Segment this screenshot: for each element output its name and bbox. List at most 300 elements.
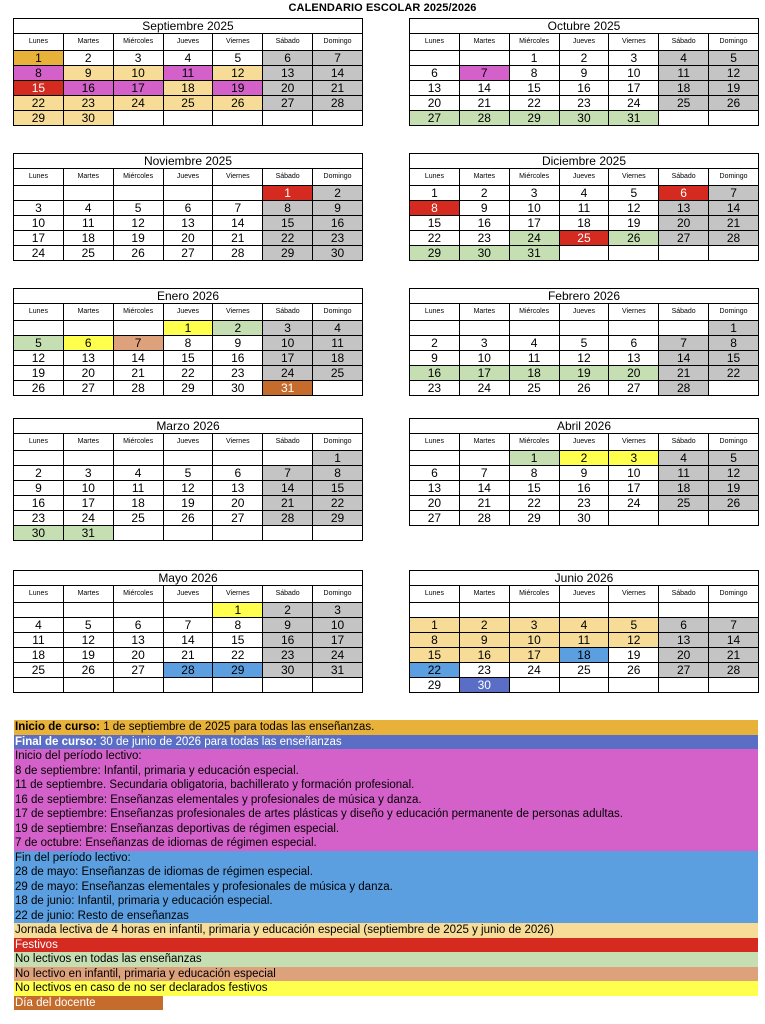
- day-cell: 20: [659, 216, 709, 231]
- day-cell: 5: [709, 51, 759, 66]
- empty-day-cell: [163, 678, 213, 693]
- empty-day-cell: [163, 603, 213, 618]
- weekday-header: Jueves: [163, 169, 213, 186]
- day-cell: 16: [459, 648, 509, 663]
- empty-day-cell: [709, 246, 759, 261]
- day-cell: 1: [509, 451, 559, 466]
- day-cell: 15: [14, 81, 64, 96]
- legend-row-text: Día del docente: [15, 996, 96, 1009]
- day-cell: 3: [609, 51, 659, 66]
- week-row: [14, 663, 363, 678]
- week-row: [14, 648, 363, 663]
- empty-day-cell: [14, 186, 64, 201]
- day-cell: 21: [709, 648, 759, 663]
- day-cell: 26: [559, 381, 609, 396]
- day-cell: 20: [113, 648, 163, 663]
- day-cell: 14: [459, 481, 509, 496]
- legend-row: [14, 880, 758, 895]
- day-cell: 16: [313, 216, 363, 231]
- day-cell: 25: [163, 96, 213, 111]
- day-cell: 7: [709, 618, 759, 633]
- day-cell: 29: [509, 511, 559, 526]
- day-cell: 3: [113, 51, 163, 66]
- weekday-header: Sábado: [659, 304, 709, 321]
- week-row: [14, 111, 363, 126]
- day-cell: 8: [163, 336, 213, 351]
- empty-day-cell: [609, 603, 659, 618]
- day-cell: 24: [263, 366, 313, 381]
- legend-row: [14, 836, 758, 851]
- week-row: [14, 336, 363, 351]
- day-cell: 10: [609, 66, 659, 81]
- month-noviembre: [13, 153, 363, 261]
- empty-day-cell: [263, 111, 313, 126]
- weekday-header: Miércoles: [113, 586, 163, 603]
- day-cell: 8: [313, 466, 363, 481]
- day-cell: 2: [459, 618, 509, 633]
- day-cell: 24: [509, 663, 559, 678]
- day-cell: 23: [459, 231, 509, 246]
- day-cell: 3: [14, 201, 64, 216]
- empty-day-cell: [163, 111, 213, 126]
- day-cell: 4: [163, 51, 213, 66]
- week-row: [410, 466, 759, 481]
- legend-row: [14, 909, 758, 924]
- day-cell: 9: [410, 351, 460, 366]
- day-cell: 10: [113, 66, 163, 81]
- empty-day-cell: [263, 526, 313, 541]
- legend-row-heading: Final de curso:: [15, 735, 97, 748]
- day-cell: 11: [559, 633, 609, 648]
- empty-day-cell: [410, 51, 460, 66]
- day-cell: 20: [609, 366, 659, 381]
- empty-day-cell: [459, 51, 509, 66]
- week-row: [14, 526, 363, 541]
- day-cell: 15: [410, 648, 460, 663]
- empty-day-cell: [659, 511, 709, 526]
- day-cell: 23: [63, 96, 113, 111]
- day-cell: 8: [709, 336, 759, 351]
- day-cell: 30: [459, 678, 509, 693]
- day-cell: 9: [63, 66, 113, 81]
- day-cell: 15: [313, 481, 363, 496]
- legend-row: [14, 822, 758, 837]
- month-name: Marzo 2026: [14, 419, 363, 434]
- day-cell: 27: [263, 96, 313, 111]
- empty-day-cell: [559, 246, 609, 261]
- day-cell: 15: [709, 351, 759, 366]
- day-cell: 10: [459, 351, 509, 366]
- empty-day-cell: [609, 246, 659, 261]
- weekday-header: Sábado: [659, 586, 709, 603]
- empty-day-cell: [63, 603, 113, 618]
- day-cell: 20: [213, 496, 263, 511]
- weekday-header: Domingo: [313, 34, 363, 51]
- week-row: [410, 663, 759, 678]
- day-cell: 6: [213, 466, 263, 481]
- day-cell: 19: [709, 81, 759, 96]
- day-cell: 21: [459, 496, 509, 511]
- weekday-header: Lunes: [410, 34, 460, 51]
- day-cell: 17: [459, 366, 509, 381]
- weekday-header: Jueves: [559, 304, 609, 321]
- day-cell: 26: [14, 381, 64, 396]
- day-cell: 21: [709, 216, 759, 231]
- day-cell: 13: [659, 201, 709, 216]
- week-row: [14, 66, 363, 81]
- day-cell: 16: [559, 81, 609, 96]
- day-cell: 25: [509, 381, 559, 396]
- day-cell: 28: [709, 663, 759, 678]
- day-cell: 12: [709, 66, 759, 81]
- day-cell: 4: [659, 451, 709, 466]
- day-cell: 15: [509, 81, 559, 96]
- week-row: [410, 81, 759, 96]
- empty-day-cell: [14, 603, 64, 618]
- week-row: [14, 366, 363, 381]
- day-cell: 22: [14, 96, 64, 111]
- day-cell: 18: [659, 481, 709, 496]
- legend-row-text: 18 de junio: Infantil, primaria y educación especial.: [15, 895, 273, 907]
- day-cell: 11: [659, 466, 709, 481]
- week-row: [410, 66, 759, 81]
- legend-row: [14, 952, 758, 967]
- empty-day-cell: [163, 186, 213, 201]
- empty-day-cell: [313, 381, 363, 396]
- day-cell: 6: [609, 336, 659, 351]
- day-cell: 23: [313, 231, 363, 246]
- empty-day-cell: [410, 321, 460, 336]
- day-cell: 1: [709, 321, 759, 336]
- empty-day-cell: [213, 678, 263, 693]
- empty-day-cell: [559, 678, 609, 693]
- empty-day-cell: [63, 186, 113, 201]
- month-table: [13, 570, 363, 693]
- legend-row-text: 19 de septiembre: Enseñanzas deportivas de régimen especial.: [15, 822, 340, 835]
- empty-day-cell: [113, 678, 163, 693]
- day-cell: 7: [459, 66, 509, 81]
- day-cell: 6: [113, 618, 163, 633]
- day-cell: 16: [559, 481, 609, 496]
- week-row: [410, 111, 759, 126]
- day-cell: 14: [659, 351, 709, 366]
- day-cell: 27: [213, 511, 263, 526]
- empty-day-cell: [459, 603, 509, 618]
- day-cell: 14: [459, 81, 509, 96]
- day-cell: 19: [14, 366, 64, 381]
- day-cell: 11: [63, 216, 113, 231]
- weekday-header: Viernes: [609, 169, 659, 186]
- day-cell: 15: [263, 216, 313, 231]
- day-cell: 27: [410, 511, 460, 526]
- day-cell: 23: [559, 96, 609, 111]
- legend-row-text: 1 de septiembre de 2025 para todas las enseñanzas.: [100, 721, 375, 733]
- day-cell: 9: [14, 481, 64, 496]
- week-row: [14, 51, 363, 66]
- day-cell: 30: [559, 511, 609, 526]
- day-cell: 13: [263, 66, 313, 81]
- day-cell: 12: [559, 351, 609, 366]
- day-cell: 15: [163, 351, 213, 366]
- week-row: [410, 496, 759, 511]
- month-name: Mayo 2026: [14, 571, 363, 586]
- day-cell: 25: [63, 246, 113, 261]
- weekday-header: Miércoles: [509, 304, 559, 321]
- empty-day-cell: [509, 321, 559, 336]
- day-cell: 20: [263, 81, 313, 96]
- day-cell: 21: [459, 96, 509, 111]
- legend-row-text: Fin del período lectivo:: [15, 851, 131, 864]
- day-cell: 17: [509, 648, 559, 663]
- day-cell: 11: [113, 481, 163, 496]
- day-cell: 3: [63, 466, 113, 481]
- empty-day-cell: [113, 321, 163, 336]
- day-cell: 21: [213, 231, 263, 246]
- day-cell: 24: [609, 96, 659, 111]
- empty-day-cell: [709, 603, 759, 618]
- empty-day-cell: [659, 246, 709, 261]
- day-cell: 22: [313, 496, 363, 511]
- day-cell: 22: [410, 231, 460, 246]
- day-cell: 11: [313, 336, 363, 351]
- legend-row: [14, 807, 758, 822]
- month-junio: [409, 570, 759, 693]
- empty-day-cell: [263, 451, 313, 466]
- day-cell: 29: [410, 678, 460, 693]
- weekday-header: Lunes: [410, 304, 460, 321]
- legend-row-text: No lectivos en todas las enseñanzas: [15, 953, 202, 965]
- empty-day-cell: [659, 603, 709, 618]
- day-cell: 31: [609, 111, 659, 126]
- day-cell: 23: [263, 648, 313, 663]
- day-cell: 8: [410, 633, 460, 648]
- weekday-header: Jueves: [163, 586, 213, 603]
- day-cell: 27: [659, 231, 709, 246]
- day-cell: 21: [263, 496, 313, 511]
- day-cell: 1: [14, 51, 64, 66]
- day-cell: 19: [113, 231, 163, 246]
- weekday-header: Martes: [63, 34, 113, 51]
- empty-day-cell: [14, 321, 64, 336]
- weekday-header: Viernes: [213, 169, 263, 186]
- legend-row-text: Festivos: [15, 938, 58, 951]
- weekday-header: Sábado: [263, 304, 313, 321]
- legend-row: [14, 894, 758, 909]
- day-cell: 14: [113, 351, 163, 366]
- day-cell: 18: [509, 366, 559, 381]
- empty-day-cell: [659, 111, 709, 126]
- day-cell: 2: [213, 321, 263, 336]
- day-cell: 22: [709, 366, 759, 381]
- day-cell: 1: [163, 321, 213, 336]
- day-cell: 4: [63, 201, 113, 216]
- empty-day-cell: [113, 451, 163, 466]
- week-row: [14, 381, 363, 396]
- day-cell: 18: [14, 648, 64, 663]
- day-cell: 8: [410, 201, 460, 216]
- day-cell: 1: [213, 603, 263, 618]
- day-cell: 22: [163, 366, 213, 381]
- day-cell: 30: [213, 381, 263, 396]
- day-cell: 10: [263, 336, 313, 351]
- day-cell: 24: [313, 648, 363, 663]
- month-table: [409, 418, 759, 526]
- month-name: Junio 2026: [410, 571, 759, 586]
- day-cell: 1: [263, 186, 313, 201]
- day-cell: 9: [559, 466, 609, 481]
- day-cell: 11: [509, 351, 559, 366]
- week-row: [14, 618, 363, 633]
- day-cell: 9: [559, 66, 609, 81]
- calendar-title: CALENDARIO ESCOLAR 2025/2026: [288, 2, 477, 14]
- day-cell: 6: [163, 201, 213, 216]
- week-row: [14, 451, 363, 466]
- legend-row: [14, 793, 758, 808]
- day-cell: 26: [213, 96, 263, 111]
- empty-day-cell: [609, 511, 659, 526]
- day-cell: 13: [410, 481, 460, 496]
- day-cell: 1: [410, 186, 460, 201]
- week-row: [14, 351, 363, 366]
- day-cell: 29: [14, 111, 64, 126]
- day-cell: 18: [559, 216, 609, 231]
- month-table: [409, 288, 759, 396]
- weekday-header: Miércoles: [509, 586, 559, 603]
- day-cell: 13: [609, 351, 659, 366]
- day-cell: 8: [509, 466, 559, 481]
- month-name: Noviembre 2025: [14, 154, 363, 169]
- legend-row-text: 22 de junio: Resto de enseñanzas: [15, 909, 189, 922]
- empty-day-cell: [313, 678, 363, 693]
- day-cell: 12: [163, 481, 213, 496]
- day-cell: 24: [609, 496, 659, 511]
- week-row: [410, 678, 759, 693]
- empty-day-cell: [113, 526, 163, 541]
- day-cell: 22: [213, 648, 263, 663]
- day-cell: 16: [459, 216, 509, 231]
- legend-row-text: 17 de septiembre: Enseñanzas profesionales de artes plásticas y diseño y educación permanente de personas adultas.: [15, 808, 623, 820]
- week-row: [14, 466, 363, 481]
- day-cell: 6: [410, 66, 460, 81]
- empty-day-cell: [410, 603, 460, 618]
- week-row: [410, 51, 759, 66]
- day-cell: 11: [559, 201, 609, 216]
- empty-day-cell: [63, 321, 113, 336]
- empty-day-cell: [659, 321, 709, 336]
- day-cell: 4: [559, 186, 609, 201]
- week-row: [410, 603, 759, 618]
- legend-row: [14, 778, 758, 793]
- day-cell: 12: [14, 351, 64, 366]
- week-row: [410, 381, 759, 396]
- day-cell: 26: [113, 246, 163, 261]
- weekday-header: Domingo: [313, 586, 363, 603]
- legend-row-text: 28 de mayo: Enseñanzas de idiomas de régimen especial.: [15, 866, 313, 878]
- empty-day-cell: [313, 526, 363, 541]
- weekday-header: Sábado: [263, 34, 313, 51]
- day-cell: 16: [63, 81, 113, 96]
- week-row: [14, 678, 363, 693]
- day-cell: 25: [559, 231, 609, 246]
- day-cell: 21: [313, 81, 363, 96]
- legend-row-text: 29 de mayo: Enseñanzas elementales y profesionales de música y danza.: [15, 880, 393, 893]
- weekday-header: Lunes: [410, 586, 460, 603]
- day-cell: 14: [709, 633, 759, 648]
- legend-row: [14, 749, 758, 764]
- day-cell: 2: [559, 451, 609, 466]
- weekday-header: Martes: [63, 434, 113, 451]
- day-cell: 2: [313, 186, 363, 201]
- month-diciembre: [409, 153, 759, 261]
- day-cell: 11: [163, 66, 213, 81]
- day-cell: 3: [509, 186, 559, 201]
- month-table: [13, 288, 363, 396]
- empty-day-cell: [163, 451, 213, 466]
- week-row: [14, 496, 363, 511]
- week-row: [410, 633, 759, 648]
- day-cell: 30: [459, 246, 509, 261]
- day-cell: 1: [410, 618, 460, 633]
- empty-day-cell: [213, 186, 263, 201]
- weekday-header: Domingo: [709, 169, 759, 186]
- day-cell: 8: [14, 66, 64, 81]
- weekday-header: Jueves: [559, 434, 609, 451]
- weekday-header: Miércoles: [509, 434, 559, 451]
- weekday-header: Viernes: [213, 586, 263, 603]
- empty-day-cell: [709, 381, 759, 396]
- day-cell: 4: [313, 321, 363, 336]
- day-cell: 30: [63, 111, 113, 126]
- legend-row-text: Inicio del período lectivo:: [15, 750, 142, 762]
- week-row: [14, 81, 363, 96]
- day-cell: 10: [313, 618, 363, 633]
- weekday-header: Lunes: [14, 586, 64, 603]
- week-row: [14, 201, 363, 216]
- day-cell: 17: [313, 633, 363, 648]
- weekday-header: Lunes: [410, 434, 460, 451]
- weekday-header: Jueves: [163, 34, 213, 51]
- week-row: [14, 96, 363, 111]
- day-cell: 27: [410, 111, 460, 126]
- month-name: Septiembre 2025: [14, 19, 363, 34]
- month-name: Diciembre 2025: [410, 154, 759, 169]
- empty-day-cell: [213, 111, 263, 126]
- weekday-header: Viernes: [213, 304, 263, 321]
- week-row: [14, 633, 363, 648]
- day-cell: 30: [559, 111, 609, 126]
- month-name: Octubre 2025: [410, 19, 759, 34]
- legend-row-text: 7 de octubre: Enseñanzas de idiomas de régimen especial.: [15, 837, 317, 849]
- day-cell: 13: [659, 633, 709, 648]
- day-cell: 23: [14, 511, 64, 526]
- empty-day-cell: [313, 111, 363, 126]
- weekday-header: Martes: [459, 586, 509, 603]
- empty-day-cell: [709, 111, 759, 126]
- week-row: [14, 246, 363, 261]
- week-row: [14, 216, 363, 231]
- day-cell: 28: [113, 381, 163, 396]
- legend-row: [14, 735, 758, 750]
- weekday-header: Miércoles: [509, 34, 559, 51]
- day-cell: 28: [213, 246, 263, 261]
- empty-day-cell: [113, 603, 163, 618]
- day-cell: 29: [263, 246, 313, 261]
- day-cell: 20: [63, 366, 113, 381]
- month-table: [409, 570, 759, 693]
- weekday-header: Jueves: [559, 586, 609, 603]
- weekday-header: Miércoles: [113, 169, 163, 186]
- day-cell: 26: [709, 96, 759, 111]
